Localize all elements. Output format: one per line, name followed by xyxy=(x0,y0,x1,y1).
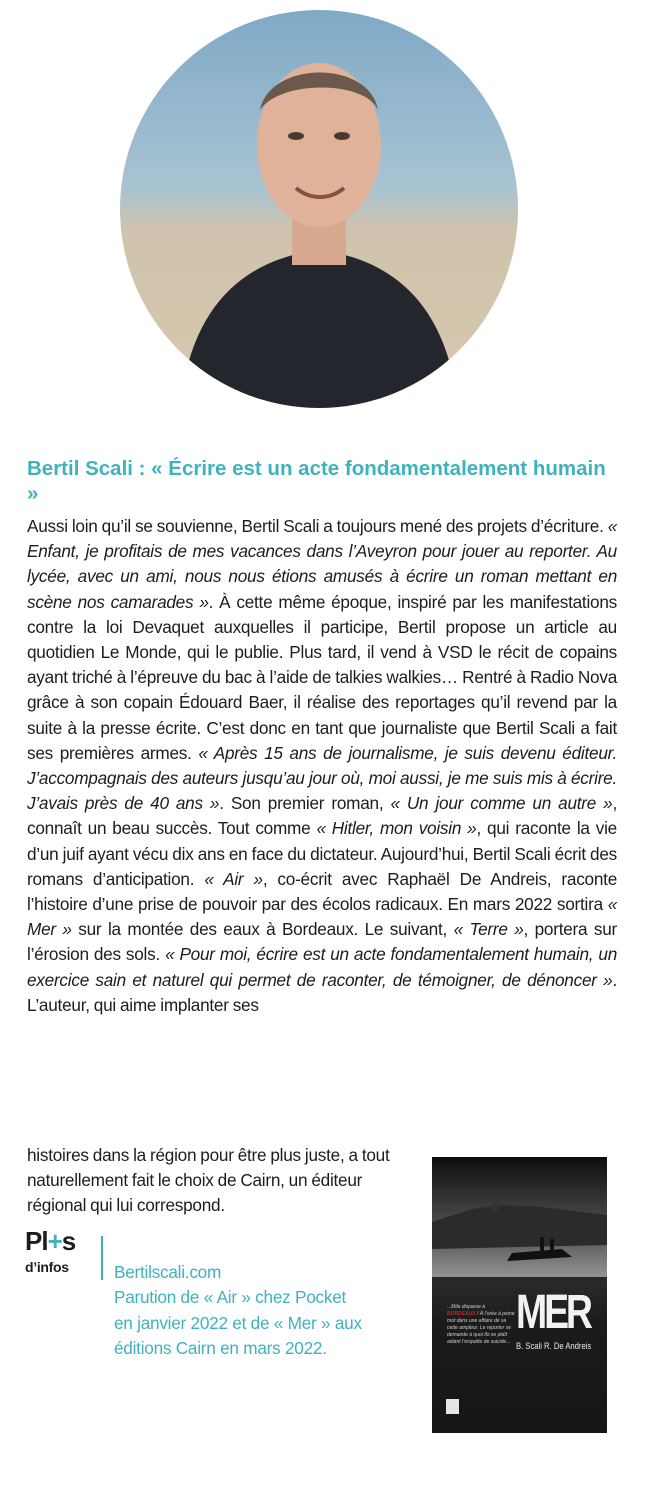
plus-infos-divider xyxy=(101,1236,103,1280)
article-quote: « Pour moi, écrire est un acte fondamentalement humain, un exercice sain et naturel qui permet de raconter, de témoigner, de dénoncer » xyxy=(27,944,618,990)
article-text: , co-écrit avec Raphaël De Andreis, raconte l’histoire d’une prise de pouvoir par des écolos radicaux. En mars 2022 sortira xyxy=(27,868,617,915)
info-line: en janvier 2022 et de « Mer » aux xyxy=(114,1312,362,1333)
plus-infos-logo xyxy=(25,1228,97,1278)
article-quote: « Hitler, mon voisin » xyxy=(316,818,477,839)
plus-infos-box xyxy=(114,1260,414,1361)
website-link[interactable]: Bertilscali.com xyxy=(114,1262,222,1282)
info-line: éditions Cairn en mars 2022. xyxy=(114,1337,327,1358)
cover-blurb-text: ! À l’orée à peine mot dans une affaire de sa cette ampleur. Le reporter se demande à quoi Ilo se plaît aidant l’enquête de suicide... xyxy=(447,1311,515,1345)
plus-logo-part: s xyxy=(61,1226,76,1256)
article-title: Bertil Scali : « Écrire est un acte fondamentalement humain » xyxy=(27,457,606,505)
article-text: . Son premier roman, xyxy=(219,793,391,814)
cover-blurb-text: ...Mila disparue à xyxy=(447,1304,486,1310)
article-body xyxy=(27,514,617,1018)
plus-cross-icon: + xyxy=(47,1226,62,1256)
publisher-logo-icon xyxy=(446,1399,459,1414)
article-tail: histoires dans la région pour être plus juste, a tout naturellement fait le choix de Cairn, un éditeur régional qui lui correspond. xyxy=(27,1145,390,1216)
article-quote: « Air » xyxy=(204,868,263,889)
info-line: Parution de « Air » chez Pocket xyxy=(114,1287,347,1308)
article-text: . L’auteur, qui aime implanter ses xyxy=(27,969,617,1015)
article-quote: « Un jour comme un autre » xyxy=(390,793,613,814)
plus-logo-subtitle: d’infos xyxy=(25,1259,69,1275)
cover-blurb-highlight: BORDEAUX xyxy=(447,1311,476,1317)
article-quote: « Terre » xyxy=(453,919,524,940)
plus-logo-word xyxy=(25,1228,75,1254)
book-title: MER xyxy=(516,1286,590,1339)
article-quote: « Mer » xyxy=(27,894,617,940)
article-text: . À cette même époque, inspiré par les manifestations contre la loi Devaquet auxquelles il participe, Bertil propose un article au quotidien Le Monde, qui le publie. Plus tard, il vend à VSD le récit de copains ayant triché à l’épreuve du bac à l’aide de talkies walkies… Rentré à Radio Nova grâce à son copain Édouard Baer, il réalise des reportages qu’il revend par la suite à la presse écrite. C’est donc en tant que journaliste que Bertil Scali a fait ses premières armes. xyxy=(27,591,617,763)
author-photo xyxy=(120,10,518,408)
article-quote: « Enfant, je profitais de mes vacances dans l’Aveyron pour jouer au reporter. Au lycée, avec un ami, nous nous étions amusés à écrire un roman mettant en scène nos camarades » xyxy=(27,516,617,612)
author-portrait xyxy=(120,10,518,408)
article-text: , portera sur l’érosion des sols. xyxy=(27,919,618,965)
book-cover xyxy=(432,1157,607,1433)
article-text: sur la montée des eaux à Bordeaux. Le suivant, xyxy=(71,919,454,940)
article-text: , connaît un beau succès. Tout comme xyxy=(27,793,617,839)
article-text: Aussi loin qu’il se souvienne, Bertil Scali a toujours mené des projets d’écriture. xyxy=(27,516,608,536)
plus-logo-part: Pl xyxy=(25,1226,48,1256)
article-quote: « Après 15 ans de journalisme, je suis devenu éditeur. J’accompagnais des auteurs jusqu’au jour où, moi aussi, je me suis mis à écrire. J’avais près de 40 ans » xyxy=(27,742,617,814)
book-authors: B. Scali R. De Andreis xyxy=(516,1341,592,1351)
cover-blurb xyxy=(447,1304,515,1346)
article-text: , qui raconte la vie d’un juif ayant vécu dix ans en face du dictateur. Aujourd’hui, Bertil Scali écrit des romans d’anticipation. xyxy=(27,818,617,889)
